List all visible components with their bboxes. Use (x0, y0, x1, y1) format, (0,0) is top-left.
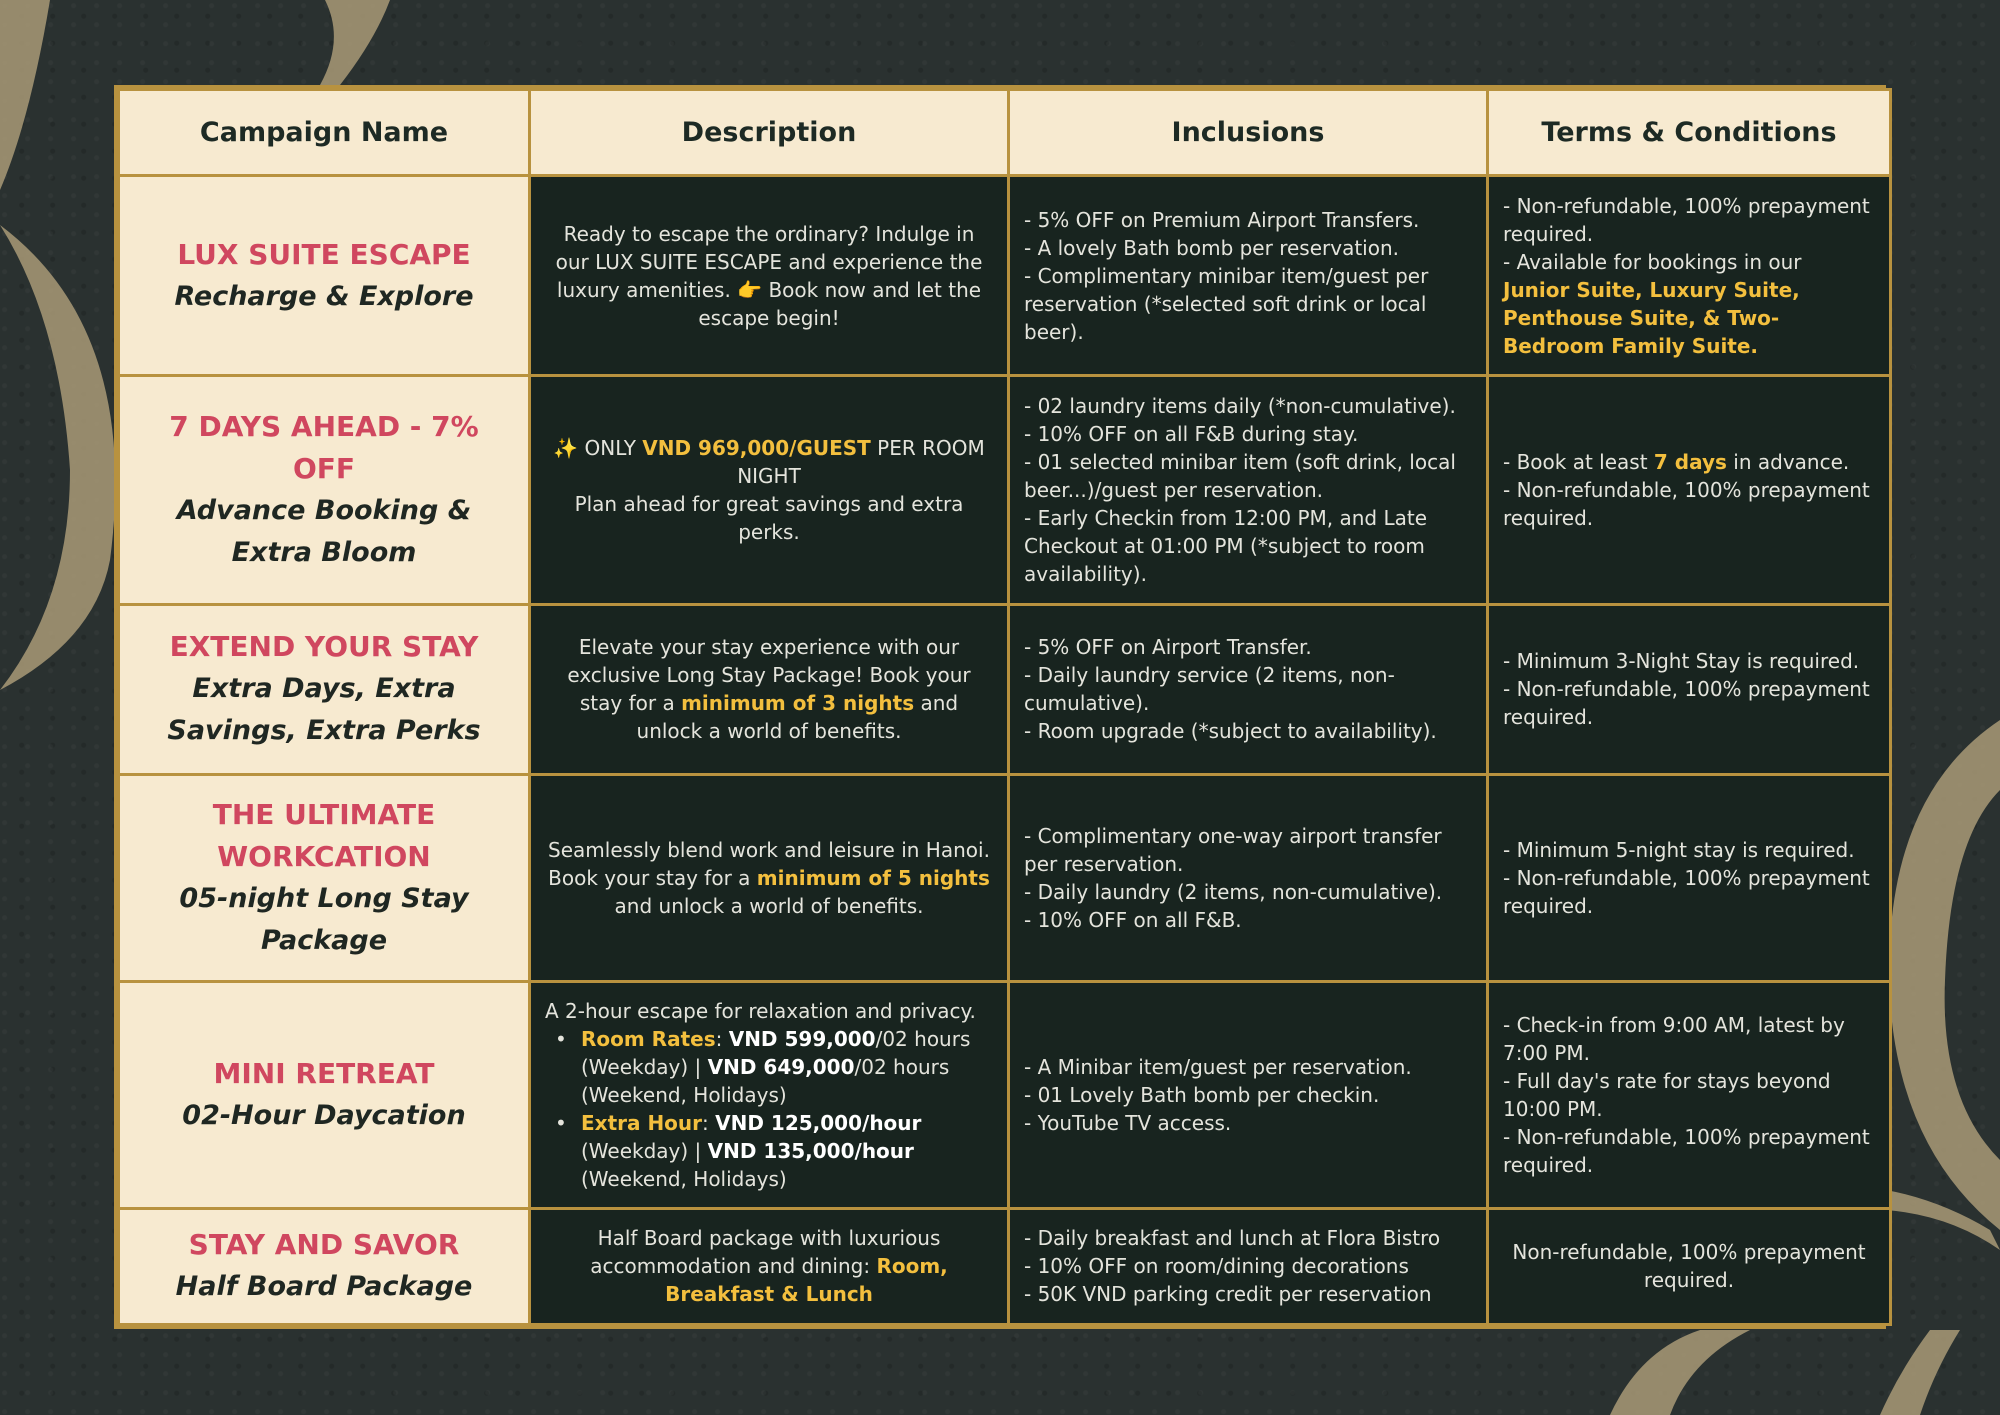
rate-separator: : (702, 1110, 716, 1135)
campaign-name-cell (119, 774, 530, 981)
description-text: A 2-hour escape for relaxation and privacy. (545, 998, 976, 1023)
header-description: Description (530, 90, 1009, 176)
terms-item: in advance. (1726, 450, 1850, 475)
inclusions-cell (1009, 376, 1488, 605)
description-text: Half Board package with luxurious accommodation and dining: (590, 1226, 941, 1279)
header-terms: Terms & Conditions (1488, 90, 1891, 176)
inclusion-item: - Daily laundry (2 items, non-cumulative). (1024, 879, 1443, 904)
sparkles-icon: ✨ (553, 436, 579, 461)
campaign-title: EXTEND YOUR STAY (169, 630, 479, 664)
inclusion-item: - Daily laundry service (2 items, non-cumulative). (1024, 663, 1395, 716)
inclusion-item: - Daily breakfast and lunch at Flora Bistro (1024, 1226, 1441, 1251)
header-inclusions: Inclusions (1009, 90, 1488, 176)
inclusion-item: - 01 Lovely Bath bomb per checkin. (1024, 1082, 1380, 1107)
terms-item: Non-refundable, 100% prepayment required. (1512, 1240, 1866, 1293)
inclusion-item: - A Minibar item/guest per reservation. (1024, 1054, 1412, 1079)
description-text: PER ROOM NIGHT (737, 436, 985, 489)
crescent-top (320, 0, 390, 85)
table-row (119, 176, 1891, 376)
terms-item: - Check-in from 9:00 AM, latest by 7:00 PM. (1503, 1012, 1845, 1065)
inclusion-item: - 02 laundry items daily (*non-cumulative). (1024, 394, 1456, 419)
terms-item: - Non-refundable, 100% prepayment required. (1503, 865, 1870, 918)
campaign-subtitle: Recharge & Explore (174, 280, 474, 312)
campaign-subtitle: 02-Hour Daycation (182, 1099, 466, 1131)
terms-item: - Minimum 3-Night Stay is required. (1503, 649, 1860, 674)
inclusion-item: - YouTube TV access. (1024, 1110, 1232, 1135)
inclusion-item: - Complimentary minibar item/guest per reservation (*selected soft drink or local beer). (1024, 263, 1429, 344)
description-cell (530, 1208, 1009, 1324)
campaign-name-cell (119, 376, 530, 605)
description-highlight: minimum of 5 nights (756, 865, 990, 890)
description-highlight: Room, Breakfast & Lunch (665, 1254, 948, 1307)
table-row (119, 774, 1891, 981)
campaign-name-cell (119, 605, 530, 774)
inclusion-item: - 5% OFF on Airport Transfer. (1024, 635, 1312, 660)
header-row (119, 90, 1891, 176)
rate-price: VND 649,000 (707, 1054, 855, 1079)
terms-cell (1488, 774, 1891, 981)
terms-item: - Non-refundable, 100% prepayment required. (1503, 1124, 1870, 1177)
crescent-bottom-right-2 (1880, 1330, 1960, 1415)
list-item (581, 1109, 993, 1193)
description-cell (530, 176, 1009, 376)
crescent-right-mid (1889, 720, 2000, 1230)
rate-separator: : (715, 1026, 729, 1051)
inclusion-item: - 10% OFF on room/dining decorations (1024, 1254, 1409, 1279)
inclusion-item: - Room upgrade (*subject to availability). (1024, 719, 1437, 744)
inclusions-cell (1009, 981, 1488, 1208)
campaign-name-cell (119, 176, 530, 376)
rate-text: /02 hours (Weekday) | (581, 1026, 971, 1079)
price-highlight: VND 969,000/GUEST (642, 436, 871, 461)
campaign-title: THE ULTIMATE WORKCATION (212, 797, 436, 873)
campaign-title: MINI RETREAT (213, 1056, 435, 1090)
terms-cell (1488, 605, 1891, 774)
rate-label: Extra Hour (581, 1110, 703, 1135)
description-text: ONLY (578, 436, 643, 461)
inclusions-cell (1009, 1208, 1488, 1324)
crescent-left-mid (0, 225, 115, 690)
inclusions-cell (1009, 176, 1488, 376)
terms-item: - Full day's rate for stays beyond 10:00 PM. (1503, 1068, 1831, 1121)
rate-price: VND 125,000/hour (715, 1110, 922, 1135)
campaign-subtitle: Half Board Package (175, 1271, 473, 1303)
rate-label: Room Rates (581, 1026, 716, 1051)
description-text: and unlock a world of benefits. (614, 893, 924, 918)
terms-cell (1488, 176, 1891, 376)
inclusion-item: - 50K VND parking credit per reservation (1024, 1282, 1432, 1307)
table-row (119, 1208, 1891, 1324)
description-text: Plan ahead for great savings and extra perks. (574, 492, 964, 545)
terms-cell (1488, 981, 1891, 1208)
description-cell (530, 774, 1009, 981)
campaign-title: STAY AND SAVOR (188, 1228, 460, 1262)
campaign-subtitle: Advance Booking & Extra Bloom (176, 495, 472, 569)
rate-price: VND 599,000 (728, 1026, 876, 1051)
terms-item: - Book at least (1503, 450, 1654, 475)
description-text: Ready to escape the ordinary? Indulge in our LUX SUITE ESCAPE and experience the luxury amenities. 👉 Book now and let the escape begin! (555, 221, 983, 330)
terms-item: - Non-refundable, 100% prepayment required. (1503, 193, 1870, 246)
rate-price: VND 135,000/hour (707, 1138, 914, 1163)
description-cell (530, 376, 1009, 605)
terms-item: - Non-refundable, 100% prepayment required. (1503, 478, 1870, 531)
campaign-subtitle: Extra Days, Extra Savings, Extra Perks (167, 673, 481, 747)
table-row (119, 605, 1891, 774)
inclusion-item: - 10% OFF on all F&B during stay. (1024, 422, 1359, 447)
inclusion-item: - Complimentary one-way airport transfer per reservation. (1024, 823, 1442, 876)
table-row (119, 376, 1891, 605)
campaign-subtitle: 05-night Long Stay Package (179, 882, 469, 956)
campaign-title: 7 DAYS AHEAD - 7% OFF (169, 410, 479, 486)
crescent-bottom-right (1610, 1330, 1750, 1415)
campaign-table (114, 85, 1886, 1329)
inclusion-item: - A lovely Bath bomb per reservation. (1024, 235, 1399, 260)
inclusion-item: - 5% OFF on Premium Airport Transfers. (1024, 207, 1420, 232)
inclusion-item: - 01 selected minibar item (soft drink, local beer...)/guest per reservation. (1024, 450, 1456, 503)
terms-item: - Available for bookings in our (1503, 249, 1802, 274)
description-cell (530, 605, 1009, 774)
rate-text: /02 hours (Weekend, Holidays) (581, 1054, 950, 1107)
table-row (119, 981, 1891, 1208)
header-campaign-name: Campaign Name (119, 90, 530, 176)
inclusions-cell (1009, 774, 1488, 981)
terms-item: - Non-refundable, 100% prepayment required. (1503, 677, 1870, 730)
rate-list (545, 1025, 993, 1193)
inclusion-item: - Early Checkin from 12:00 PM, and Late Checkout at 01:00 PM (*subject to room availability). (1024, 506, 1428, 587)
rate-text: (Weekend, Holidays) (581, 1166, 787, 1191)
rate-text: (Weekday) | (581, 1138, 708, 1163)
description-text: Seamlessly blend work and leisure in Hanoi. Book your stay for a (548, 837, 990, 890)
crescent-right-low (1886, 1190, 2000, 1250)
campaign-title: LUX SUITE ESCAPE (177, 237, 471, 271)
terms-item: - Minimum 5-night stay is required. (1503, 837, 1855, 862)
description-text: and unlock a world of benefits. (636, 691, 959, 744)
terms-cell (1488, 1208, 1891, 1324)
description-highlight: minimum of 3 nights (681, 691, 915, 716)
inclusion-item: - 10% OFF on all F&B. (1024, 907, 1242, 932)
campaign-name-cell (119, 1208, 530, 1324)
crescent-top-left (0, 0, 50, 190)
inclusions-cell (1009, 605, 1488, 774)
description-text: Elevate your stay experience with our exclusive Long Stay Package! Book your stay for a (567, 635, 971, 716)
terms-cell (1488, 376, 1891, 605)
terms-highlight: Junior Suite, Luxury Suite, Penthouse Suite, & Two-Bedroom Family Suite. (1503, 277, 1800, 358)
campaign-name-cell (119, 981, 530, 1208)
list-item (581, 1025, 993, 1109)
description-cell (530, 981, 1009, 1208)
terms-highlight: 7 days (1653, 450, 1727, 475)
